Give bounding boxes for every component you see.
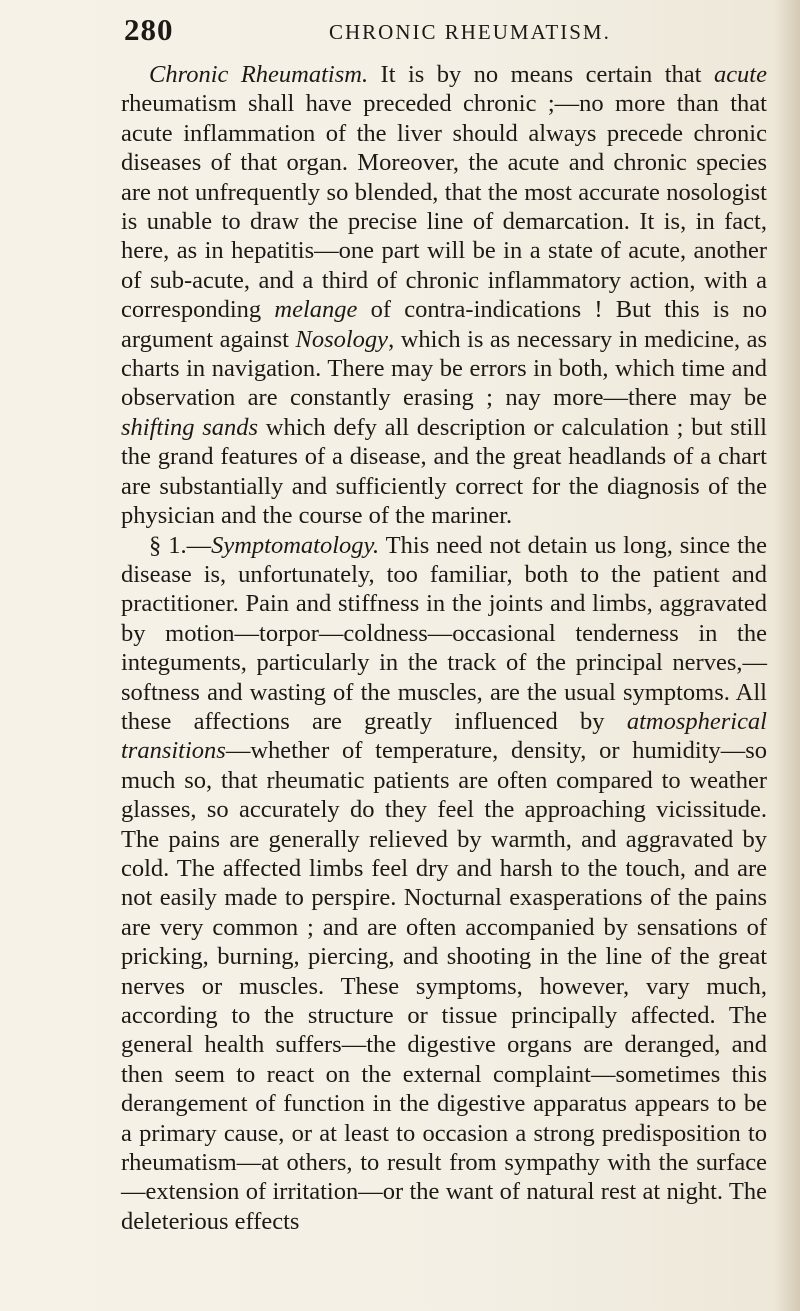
italic-term: shifting sands xyxy=(121,413,259,441)
text-run: This need not detain us long, since the disease is, unfortunately, too familiar, both to the patient and practitioner. Pain and stiffness in the joints and limbs, aggravated by motion—torpor—coldness—occasional tenderness in the integuments, particularly in the track of the principal nerves,—softness and wasting of the muscles, are the usual symptoms. All these affections are greatly influenced by xyxy=(121,531,767,735)
paragraph-chronic-rheumatism xyxy=(121,60,767,531)
page-header xyxy=(124,12,774,52)
paragraph-symptomatology xyxy=(121,531,767,1237)
section-title: Chronic Rheumatism. xyxy=(149,61,369,88)
text-run: of contra-indications ! But this is no argument against xyxy=(121,296,767,353)
section-number: § 1.— xyxy=(149,531,212,559)
text-run: It is by no means certain that xyxy=(368,61,714,88)
text-run: which defy all description or calculation ; but still the grand features of a disease, and the great headlands of a chart are substantially and sufficiently correct for the diagnosis of the physician and the course of the mariner. xyxy=(121,413,767,530)
italic-term: Nosology xyxy=(295,325,389,353)
running-title: CHRONIC RHEUMATISM. xyxy=(329,20,611,44)
section-title: Symptomatology. xyxy=(211,531,380,559)
page-edge-shadow xyxy=(774,0,800,1311)
italic-term: acute xyxy=(713,61,767,88)
italic-term: melange xyxy=(274,296,358,324)
italic-term: atmospherical transitions xyxy=(121,707,767,765)
body-text xyxy=(121,60,767,1236)
text-run: rheumatism shall have preceded chronic ;—no more than that acute inflammation of the liver should always precede chronic diseases of that organ. Moreover, the acute and chronic species are not unfrequently so blended, that the most accurate nosologist is unable to draw the precise line of demarcation. It is, in fact, here, as in hepatitis—one part will be in a state of acute, another of sub-acute, and a third of chronic inflammatory action, with a corresponding xyxy=(121,90,767,324)
text-run: , which is as necessary in medicine, as charts in navigation. There may be errors in both, which time and observation are constantly erasing ; nay more—there may be xyxy=(121,325,767,412)
text-run: —whether of temperature, density, or humidity—so much so, that rheumatic patients are often compared to weather glasses, so accurately do they feel the approaching vicissitude. The pains are generally relieved by warmth, and aggravated by cold. The affected limbs feel dry and harsh to the touch, and are not easily made to perspire. Nocturnal exasperations of the pains are very common ; and are often accompanied by sensations of pricking, burning, piercing, and shooting in the line of the great nerves or muscles. These symptoms, however, vary much, according to the structure or tissue principally affected. The general health suffers—the digestive organs are deranged, and then seem to react on the external complaint—sometimes this derangement of function in the digestive apparatus appears to be a primary cause, or at least to occasion a strong predisposition to rheumatism—at others, to result from sympathy with the surface—extension of irritation—or the want of natural rest at night. The deleterious effects xyxy=(121,737,767,1235)
page-number: 280 xyxy=(124,12,174,47)
